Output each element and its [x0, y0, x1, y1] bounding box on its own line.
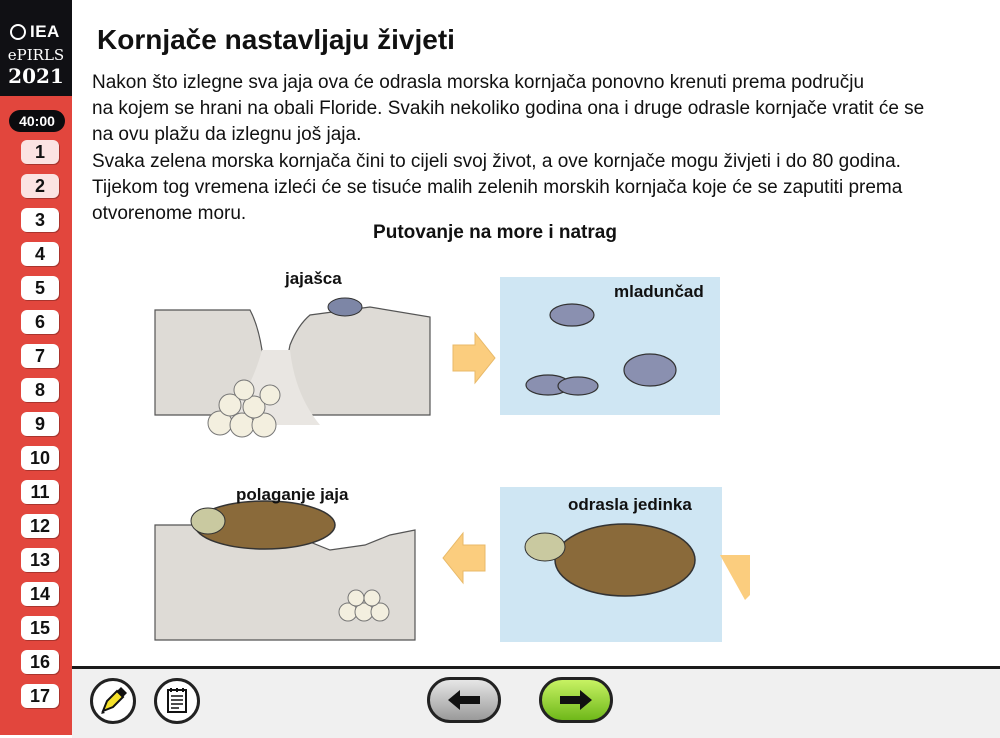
diagram-illustration — [150, 255, 750, 655]
life-cycle-diagram — [150, 255, 750, 655]
diagram-title: Putovanje na more i natrag — [373, 222, 617, 243]
question-button-13[interactable]: 13 — [21, 548, 59, 572]
sidebar — [0, 0, 72, 735]
question-button-12[interactable]: 12 — [21, 514, 59, 538]
globe-icon — [10, 24, 26, 40]
paragraph-2: Svaka zelena morska kornjača čini to cijeli svoj život, a ove kornjače mogu živjeti i do 80 godina. Tijekom tog vremena izleći će se tisuće malih zelenih morskih kornjača koje će se zaputiti prema otvorenome moru. — [92, 151, 903, 224]
question-button-1[interactable]: 1 — [21, 140, 59, 164]
question-button-10[interactable]: 10 — [21, 446, 59, 470]
question-button-11[interactable]: 11 — [21, 480, 59, 504]
highlighter-icon — [93, 681, 133, 721]
notepad-icon — [157, 681, 197, 721]
question-button-9[interactable]: 9 — [21, 412, 59, 436]
page-title: Kornjače nastavljaju živjeti — [97, 24, 455, 55]
question-button-5[interactable]: 5 — [21, 276, 59, 300]
question-button-2[interactable]: 2 — [21, 174, 59, 198]
paragraph-1: Nakon što izlegne sva jaja ova će odrasla morska kornjača ponovno krenuti prema području na kojem se hrani na obali Floride. Svakih nekoliko godina ona i druge odrasle kornjače vratit će se na ovu plažu da izlegnu još jaja. — [92, 72, 925, 145]
arrow-left-icon — [430, 680, 498, 720]
logo-year: 2021 — [8, 64, 64, 88]
back-button[interactable] — [427, 677, 501, 723]
label-adult: odrasla jedinka — [568, 495, 692, 514]
question-button-3[interactable]: 3 — [21, 208, 59, 232]
eggs-panel — [155, 298, 430, 437]
logo-org: IEA — [30, 22, 60, 41]
bottom-toolbar — [72, 666, 1000, 738]
highlighter-button[interactable] — [90, 678, 136, 724]
label-hatchlings: mladunčad — [614, 282, 704, 301]
notes-button[interactable] — [154, 678, 200, 724]
label-eggs: jajašca — [285, 269, 342, 288]
logo-program: ePIRLS — [7, 46, 65, 64]
timer: 40:00 — [9, 110, 65, 132]
question-button-4[interactable]: 4 — [21, 242, 59, 266]
question-button-7[interactable]: 7 — [21, 344, 59, 368]
question-button-8[interactable]: 8 — [21, 378, 59, 402]
iea-epirls-logo — [0, 0, 72, 96]
question-button-14[interactable]: 14 — [21, 582, 59, 606]
question-button-6[interactable]: 6 — [21, 310, 59, 334]
question-button-17[interactable]: 17 — [21, 684, 59, 708]
question-button-15[interactable]: 15 — [21, 616, 59, 640]
question-button-16[interactable]: 16 — [21, 650, 59, 674]
next-button[interactable] — [539, 677, 613, 723]
arrow-right-icon — [542, 680, 610, 720]
label-laying: polaganje jaja — [236, 485, 349, 504]
